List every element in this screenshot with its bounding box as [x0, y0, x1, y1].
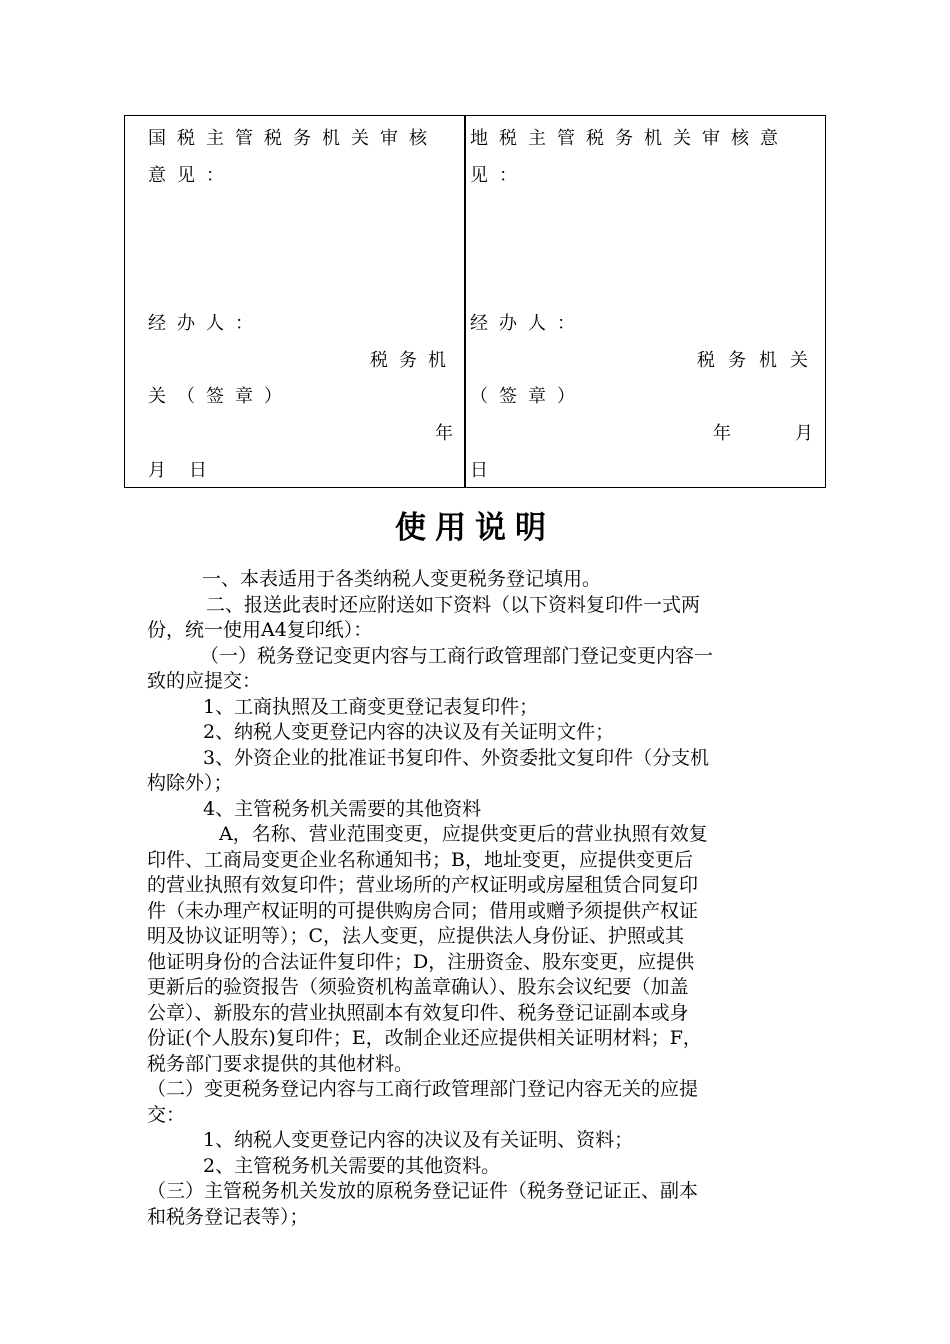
instruction-line: 交：	[147, 1104, 186, 1126]
national-tax-office-line2: 关（签章）	[148, 386, 293, 407]
local-tax-heading-line2: 见：	[470, 165, 528, 186]
national-tax-heading-line1: 国税主管税务机关审核	[148, 128, 438, 149]
instruction-line: 他证明身份的合法证件复印件；D，注册资金、股东变更，应提供	[147, 951, 695, 973]
national-tax-month-day-label: 月 日	[148, 460, 207, 481]
local-tax-heading-line1: 地税主管税务机关审核意	[470, 128, 789, 149]
instruction-line: 税务部门要求提供的其他材料。	[147, 1053, 414, 1075]
instruction-line: 1、纳税人变更登记内容的决议及有关证明、资料；	[203, 1129, 634, 1151]
instruction-line: 份，统一使用A4复印纸）：	[147, 619, 373, 641]
instruction-line: 4、主管税务机关需要的其他资料	[203, 798, 482, 820]
local-tax-year-label: 年	[713, 423, 731, 444]
instruction-line: 3、外资企业的批准证书复印件、外资委批文复印件（分支机	[203, 747, 710, 769]
national-tax-handler-label: 经办人：	[148, 313, 264, 334]
local-tax-month-label: 月	[795, 423, 813, 444]
instruction-line: 和税务登记表等）；	[147, 1206, 309, 1228]
instruction-line: 构除外）；	[147, 772, 233, 794]
local-tax-office-line2: （签章）	[470, 386, 586, 407]
instruction-line: 公章）、新股东的营业执照副本有效复印件、税务登记证副本或身	[147, 1002, 689, 1024]
instruction-line: （一）税务登记变更内容与工商行政管理部门登记变更内容一	[200, 645, 714, 667]
instruction-line: 的营业执照有效复印件；营业场所的产权证明或房屋租赁合同复印	[147, 874, 699, 896]
instruction-line: 2、纳税人变更登记内容的决议及有关证明文件；	[203, 721, 615, 743]
local-tax-office-line1: 税务机关	[697, 350, 821, 371]
instruction-line: 致的应提交：	[147, 670, 262, 692]
instruction-line: （三）主管税务机关发放的原税务登记证件（税务登记证正、副本	[147, 1180, 699, 1202]
instruction-line: 印件、工商局变更企业名称通知书；B，地址变更，应提供变更后	[147, 849, 693, 871]
instruction-line: 一、本表适用于各类纳税人变更税务登记填用。	[202, 568, 602, 590]
national-tax-heading-line2: 意见：	[148, 165, 235, 186]
instruction-line: （二）变更税务登记内容与工商行政管理部门登记内容无关的应提	[147, 1078, 699, 1100]
column-divider	[464, 116, 466, 487]
instruction-line: 2、主管税务机关需要的其他资料。	[203, 1155, 501, 1177]
local-tax-handler-label: 经办人：	[470, 313, 586, 334]
instruction-line: 明及协议证明等）；C，法人变更，应提供法人身份证、护照或其	[147, 925, 685, 947]
tax-approval-table	[124, 115, 826, 488]
national-tax-office-line1: 税务机	[370, 350, 457, 371]
instruction-line: 更新后的验资报告（须验资机构盖章确认）、股东会议纪要（加盖	[147, 976, 689, 998]
instruction-line: 份证(个人股东)复印件；E，改制企业还应提供相关证明材料；F，	[147, 1027, 702, 1049]
instruction-line: 二、报送此表时还应附送如下资料（以下资料复印件一式两	[206, 594, 701, 616]
instruction-line: 1、工商执照及工商变更登记表复印件；	[203, 696, 539, 718]
national-tax-year-label: 年	[435, 423, 453, 444]
local-tax-day-label: 日	[470, 460, 488, 481]
instruction-line: 件（未办理产权证明的可提供购房合同；借用或赠予须提供产权证	[147, 900, 699, 922]
instructions-title: 使用说明	[395, 510, 555, 546]
instruction-line: A，名称、营业范围变更，应提供变更后的营业执照有效复	[219, 823, 708, 845]
